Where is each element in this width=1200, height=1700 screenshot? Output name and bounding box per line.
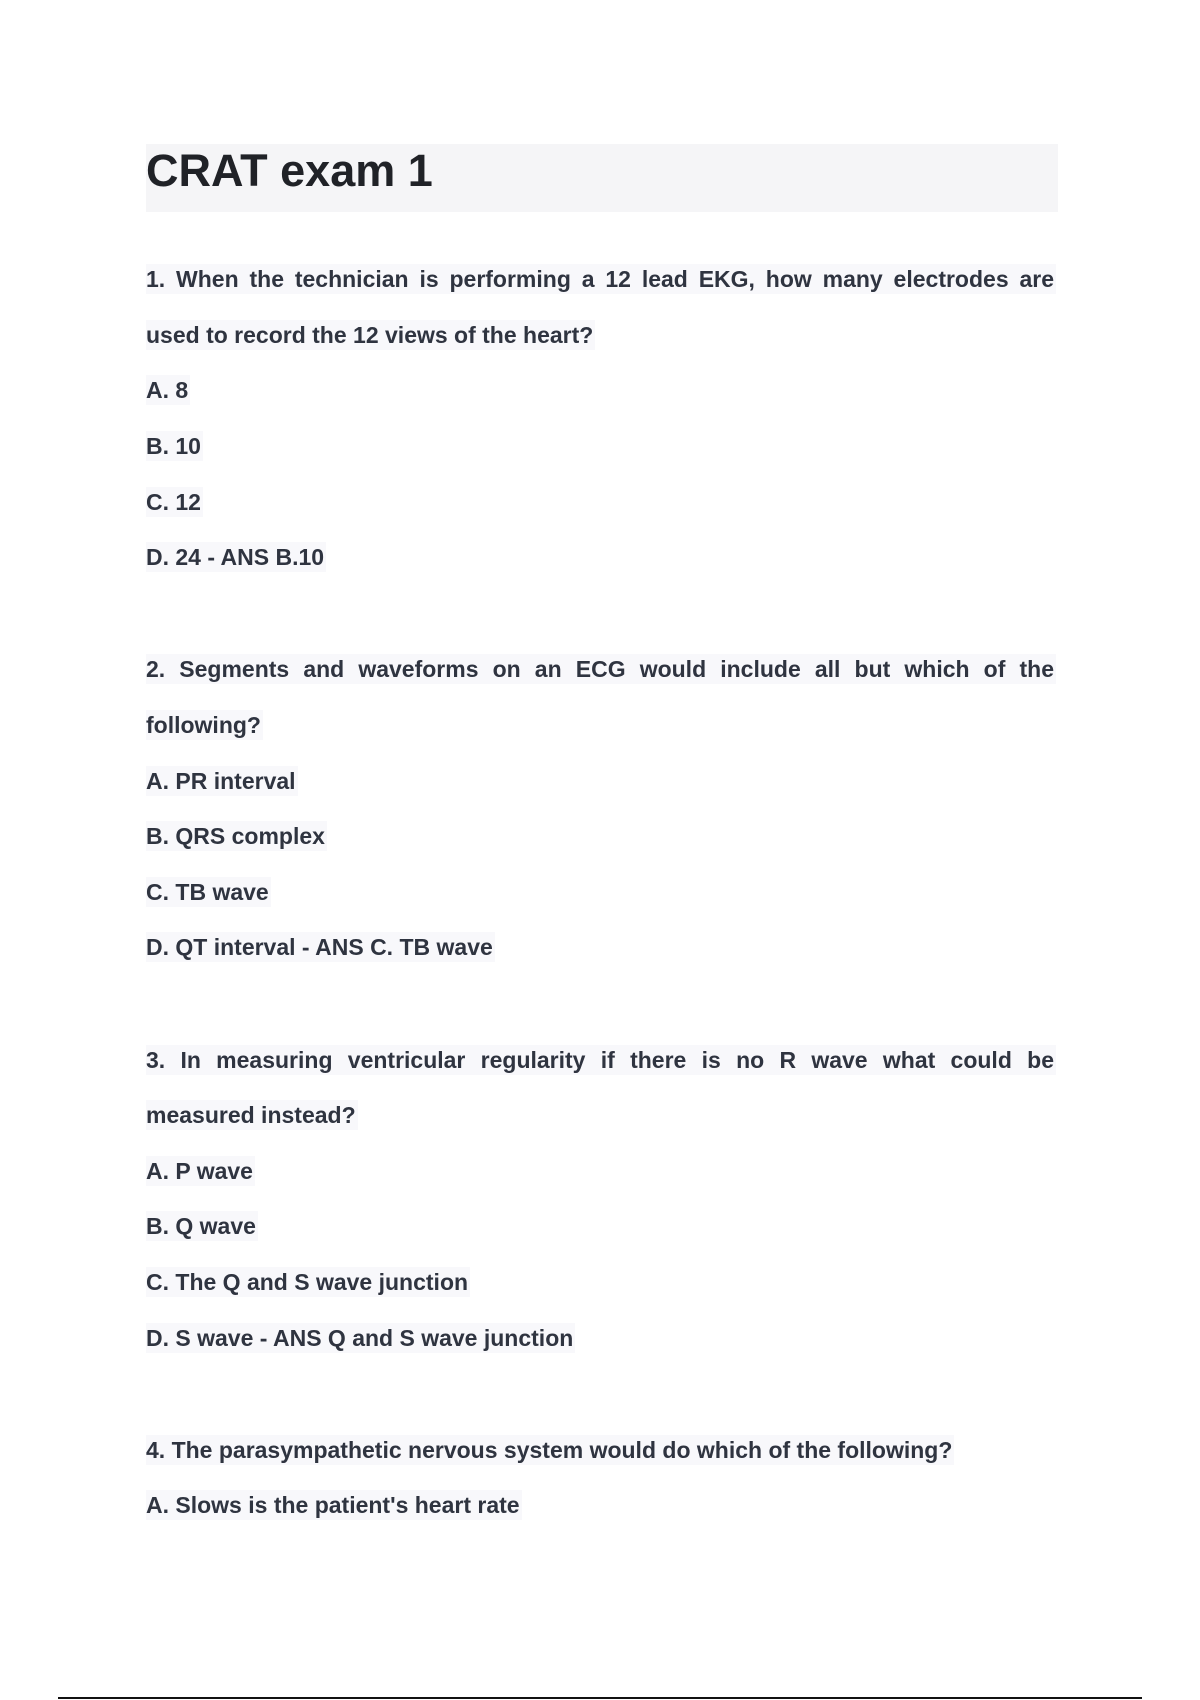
question-1-option-b: B. 10: [146, 433, 201, 459]
question-4-stem-line-1: 4. The parasympathetic nervous system would do which of the following?: [146, 1437, 953, 1463]
question-3-stem-line-2: measured instead?: [146, 1102, 356, 1128]
question-3-option-c: C. The Q and S wave junction: [146, 1269, 469, 1295]
question-1-option-d-answer: D. 24 - ANS B.10: [146, 544, 325, 570]
question-3-option-b: B. Q wave: [146, 1213, 256, 1239]
question-3-stem-line-1: 3. In measuring ventricular regularity if there is no R wave what could be: [146, 1047, 1054, 1073]
question-1-option-a: A. 8: [146, 377, 189, 403]
question-1-option-c: C. 12: [146, 489, 201, 515]
footer-rule: [58, 1697, 1142, 1699]
question-2-option-b: B. QRS complex: [146, 823, 325, 849]
question-4-option-a: A. Slows is the patient's heart rate: [146, 1492, 520, 1518]
page-title: CRAT exam 1: [146, 145, 433, 196]
question-2-option-a: A. PR interval: [146, 768, 296, 794]
question-1-stem-line-2: used to record the 12 views of the heart?: [146, 322, 594, 348]
question-3-option-a: A. P wave: [146, 1158, 253, 1184]
question-1-stem-line-1: 1. When the technician is performing a 12 lead EKG, how many electrodes are: [146, 266, 1054, 292]
question-2-option-c: C. TB wave: [146, 879, 269, 905]
question-2-option-d-answer: D. QT interval - ANS C. TB wave: [146, 934, 493, 960]
question-2-stem-line-1: 2. Segments and waveforms on an ECG would include all but which of the: [146, 656, 1054, 682]
question-3-option-d-answer: D. S wave - ANS Q and S wave junction: [146, 1325, 574, 1351]
question-2-stem-line-2: following?: [146, 712, 261, 738]
